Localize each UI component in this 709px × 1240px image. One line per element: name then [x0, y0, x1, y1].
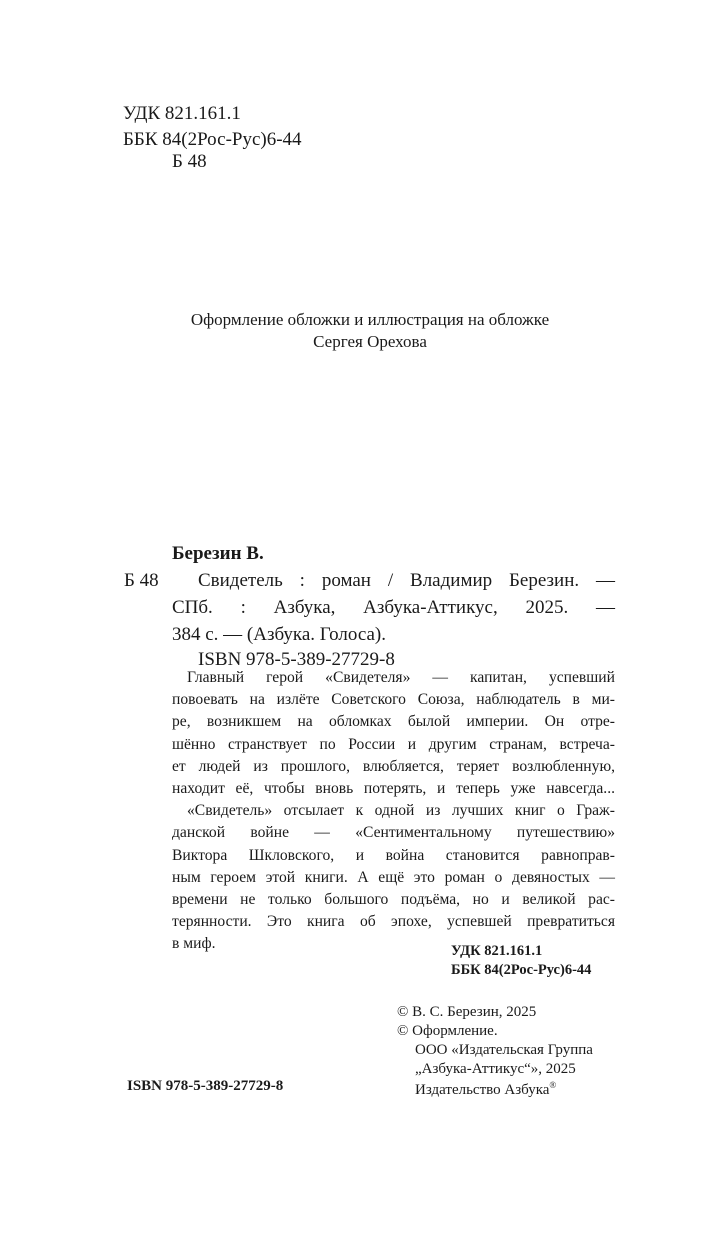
annotation-line: Главный герой «Свидетеля» — капитан, успевший: [187, 669, 615, 686]
bib-pages-line: 384 с. — (Азбука. Голоса).: [172, 624, 387, 645]
author-sign: Б 48: [172, 151, 207, 172]
bib-author: Березин В.: [172, 543, 264, 564]
copyright-design: © Оформление.: [397, 1023, 498, 1039]
annotation-line: терянности. Это книга об эпохе, успевшей превратиться: [172, 913, 615, 931]
annotation-line: ре, возникшем на обломках былой империи. Он отре-: [172, 713, 615, 731]
annotation-line: в миф.: [172, 935, 216, 953]
annotation-line: данской войне — «Сентиментальному путешествию»: [172, 824, 615, 842]
cover-credit-line-1: Оформление обложки и иллюстрация на обложке: [190, 310, 550, 329]
annotation-line: повоевать на излёте Советского Союза, наблюдатель в ми-: [172, 691, 615, 709]
bib-isbn: ISBN 978-5-389-27729-8: [198, 649, 395, 670]
bbk-code-small: ББК 84(2Рос-Рус)6-44: [451, 962, 592, 978]
bbk-code: ББК 84(2Рос-Рус)6-44: [123, 129, 302, 150]
annotation-line: ет людей из прошлого, влюбляется, теряет возлюбленную,: [172, 757, 615, 775]
annotation-line: ным героем этой книги. А ещё это роман о девяностых —: [172, 868, 615, 886]
udk-code: УДК 821.161.1: [123, 103, 241, 124]
copyright-author: © В. С. Березин, 2025: [397, 1004, 537, 1020]
annotation-line: находит её, чтобы вновь потерять, и теперь уже навсегда...: [172, 780, 615, 798]
udk-code-small: УДК 821.161.1: [451, 943, 543, 959]
cover-credit-line-2: Сергея Орехова: [313, 332, 427, 351]
annotation-line: времени не только большого подъёма, но и великой рас-: [172, 891, 615, 909]
bib-publisher-line: СПб. : Азбука, Азбука-Аттикус, 2025. —: [172, 597, 615, 618]
copyright-publisher-line-2: „Азбука-Аттикус“», 2025: [415, 1061, 576, 1077]
copyright-publisher-line-1: ООО «Издательская Группа: [415, 1042, 593, 1058]
isbn-bottom: ISBN 978-5-389-27729-8: [127, 1078, 284, 1094]
copyright-publisher-line-3: [415, 1080, 556, 1099]
annotation-line: Виктора Шкловского, и война становится равноправ-: [172, 846, 615, 864]
registered-mark: ®: [549, 1080, 557, 1090]
bib-author-sign: Б 48: [124, 570, 159, 591]
annotation-line: шённо странствует по России и другим странам, встреча-: [172, 735, 615, 753]
bib-title-line: Свидетель : роман / Владимир Березин. —: [198, 570, 615, 591]
publisher-name: Издательство Азбука: [415, 1082, 550, 1098]
annotation-paragraph: [172, 667, 615, 956]
annotation-line: «Свидетель» отсылает к одной из лучших книг о Граж-: [187, 802, 615, 820]
